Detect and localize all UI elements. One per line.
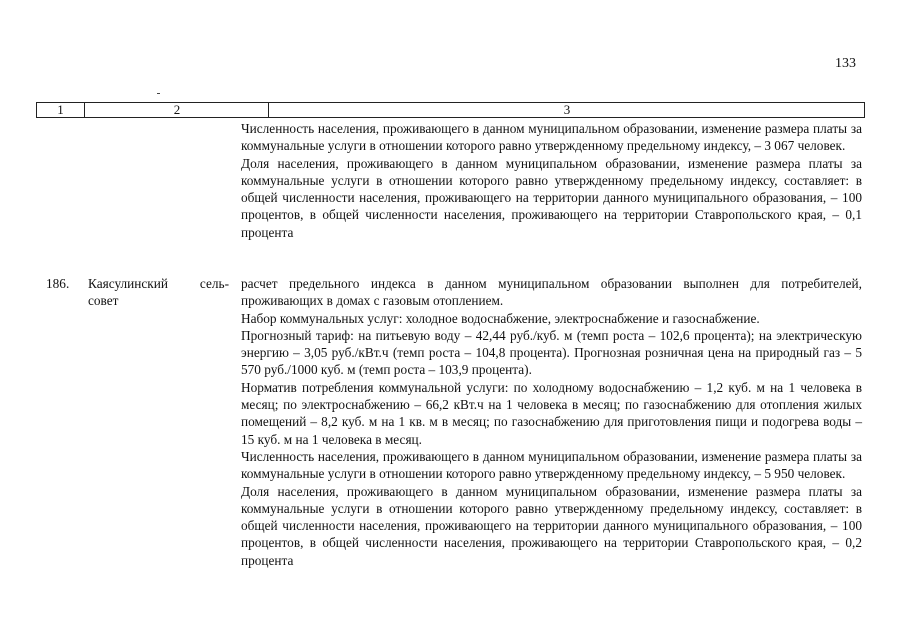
paragraph: Норматив потребления коммунальной услуги: по холодному водоснабжению – 1,2 куб. м на 1 человека в месяц; по электроснабжению – 66,2 кВт.ч на 1 человека в месяц; по газоснабжению для отопления жилых помещений – 8,2 куб. м на 1 кв. м в месяц; по газоснабжению для приготовления пищи и подогрева воды – 15 куб. м на 1 человека в месяц. <box>241 379 862 447</box>
row-name-word1: Каясулинский <box>88 276 168 291</box>
header-cell-2: 2 <box>84 103 269 117</box>
paragraph: Прогнозный тариф: на питьевую воду – 42,44 руб./куб. м (темп роста – 102,6 процента); на электрическую энергию – 3,05 руб./кВт.ч (темп роста – 104,8 процента). Прогнозная розничная цена на природный газ – 5 570 руб./1000 куб. м (темп роста – 103,9 процента). <box>241 327 862 378</box>
row-number: 186. <box>46 276 70 291</box>
row-name-line1 <box>88 275 229 292</box>
row-name <box>88 275 229 310</box>
table-header-row <box>36 102 865 118</box>
row-name-word2: сель- <box>199 276 229 291</box>
paragraph: Набор коммунальных услуг: холодное водоснабжение, электроснабжение и газоснабжение. <box>241 310 760 326</box>
row-name-line2: совет <box>88 293 119 309</box>
paragraph: расчет предельного индекса в данном муниципальном образовании выполнен для потребителей, проживающих в домах с газовым отоплением. <box>241 276 862 309</box>
entry-186-text <box>241 275 862 569</box>
previous-entry-text <box>241 120 862 241</box>
paragraph: Численность населения, проживающего в данном муниципальном образовании, изменение размера платы за коммунальные услуги в отношении которого равно утвержденному предельному индексу, – 3 067 человек. <box>241 121 862 154</box>
tick-mark <box>157 93 160 94</box>
page-number: 133 <box>835 56 856 71</box>
paragraph: Численность населения, проживающего в данном муниципальном образовании, изменение размера платы за коммунальные услуги в отношении которого равно утвержденному предельному индексу, – 5 950 человек. <box>241 448 862 482</box>
header-cell-3: 3 <box>268 103 865 117</box>
paragraph: Доля населения, проживающего в данном муниципальном образовании, изменение размера платы за коммунальные услуги в отношении которого равно утвержденному предельному индексу, составляет: в общей численности населения, проживающего на территории данного муниципального образования, – 100 процентов, в общей численности населения, проживающего на территории Ставропольского края, – 0,2 процента <box>241 483 862 568</box>
paragraph: Доля населения, проживающего в данном муниципальном образовании, изменение размера платы за коммунальные услуги в отношении которого равно утвержденному предельному индексу, составляет: в общей численности населения, проживающего на территории данного муниципального образования, – 100 процентов, в общей численности населения, проживающего на территории Ставропольского края, – 0,1 процента <box>241 155 862 240</box>
header-cell-1: 1 <box>57 102 64 117</box>
